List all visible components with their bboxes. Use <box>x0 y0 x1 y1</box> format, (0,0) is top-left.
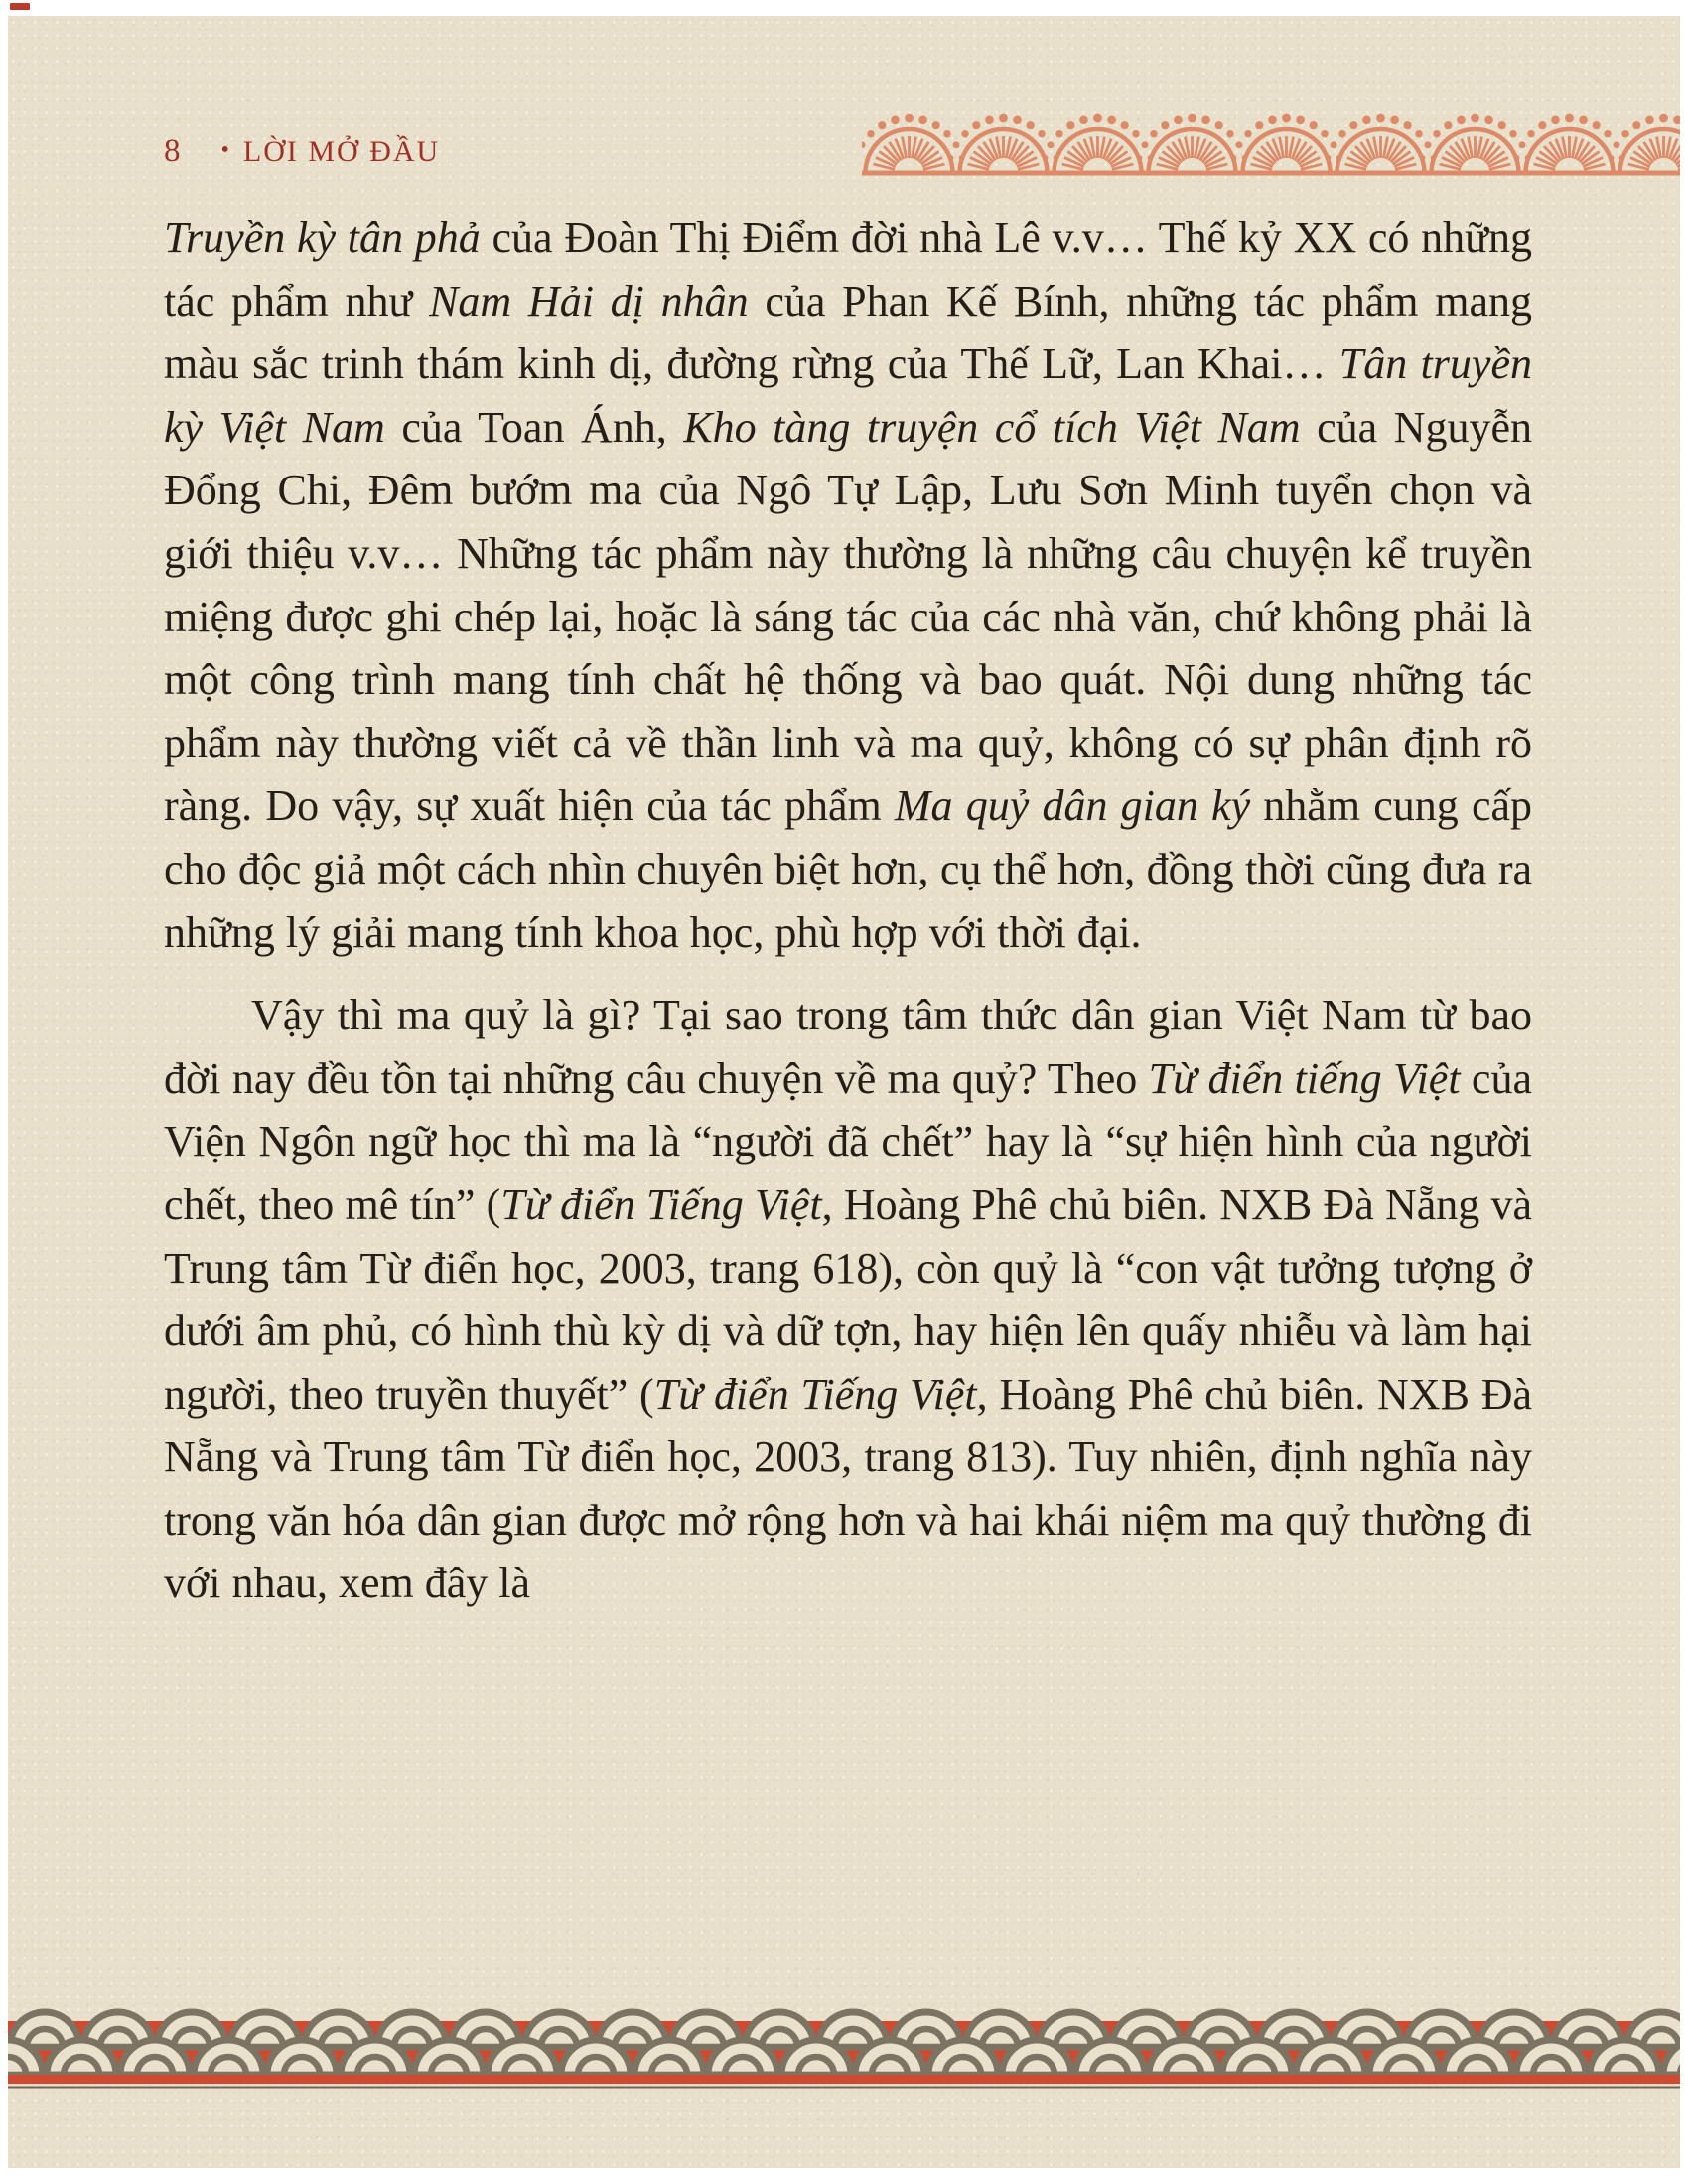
bottom-scale-ornament <box>8 1991 1680 2091</box>
running-head <box>164 133 440 170</box>
scan-edge-mark <box>10 3 30 10</box>
paragraph: Truyền kỳ tân phả của Đoàn Thị Điểm đời nhà Lê v.v… Thế kỷ XX có những tác phẩm như Nam Hải dị nhân của Phan Kế Bính, những tác phẩm mang màu sắc trinh thám kinh dị, đường rừng của Thế Lữ, Lan Khai… Tân truyền kỳ Việt Nam của Toan Ánh, Kho tàng truyện cổ tích Việt Nam của Nguyễn Đổng Chi, Đêm bướm ma của Ngô Tự Lập, Lưu Sơn Minh tuyển chọn và giới thiệu v.v… Những tác phẩm này thường là những câu chuyện kể truyền miệng được ghi chép lại, hoặc là sáng tác của các nhà văn, chứ không phải là một công trình mang tính chất hệ thống và bao quát. Nội dung những tác phẩm này thường viết cả về thần linh và ma quỷ, không có sự phân định rõ ràng. Do vậy, sự xuất hiện của tác phẩm Ma quỷ dân gian ký nhằm cung cấp cho độc giả một cách nhìn chuyên biệt hơn, cụ thể hơn, đồng thời cũng đưa ra những lý giải mang tính khoa học, phù hợp với thời đại. <box>164 213 1533 957</box>
body-text <box>164 206 1532 1615</box>
bullet-separator-icon: • <box>220 137 229 163</box>
chapter-title: LỜI MỞ ĐẦU <box>242 135 441 168</box>
paragraph: Vậy thì ma quỷ là gì? Tại sao trong tâm thức dân gian Việt Nam từ bao đời nay đều tồn tại những câu chuyện về ma quỷ? Theo Từ điển tiếng Việt của Viện Ngôn ngữ học thì ma là “người đã chết” hay là “sự hiện hình của người chết, theo mê tín” (Từ điển Tiếng Việt, Hoàng Phê chủ biên. NXB Đà Nẵng và Trung tâm Từ điển học, 2003, trang 618), còn quỷ là “con vật tưởng tượng ở dưới âm phủ, có hình thù kỳ dị và dữ tợn, hay hiện lên quấy nhiễu và làm hại người, theo truyền thuyết” (Từ điển Tiếng Việt, Hoàng Phê chủ biên. NXB Đà Nẵng và Trung tâm Từ điển học, 2003, trang 813). Tuy nhiên, định nghĩa này trong văn hóa dân gian được mở rộng hơn và hai khái niệm ma quỷ thường đi với nhau, xem đây là <box>164 991 1533 1608</box>
top-scallop-ornament <box>862 103 1680 183</box>
paper-page <box>8 16 1680 2168</box>
page-number: 8 <box>164 133 182 169</box>
